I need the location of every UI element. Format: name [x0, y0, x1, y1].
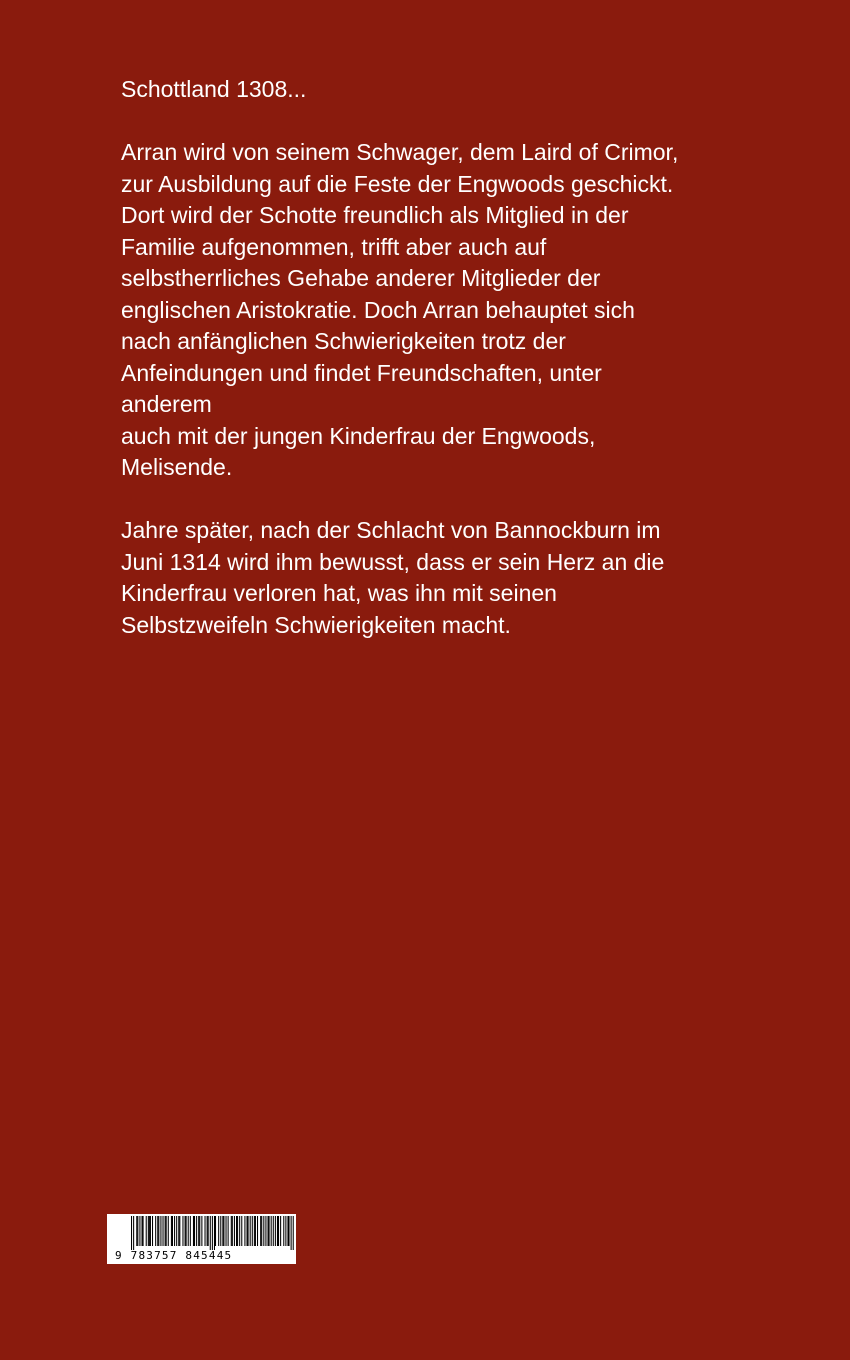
text-line: Selbstzweifeln Schwierigkeiten macht.	[121, 611, 511, 638]
text-line: Dort wird der Schotte freundlich als Mitglied in der	[121, 202, 629, 228]
barcode-bar	[194, 1216, 195, 1246]
text-line: Melisende.	[121, 454, 233, 480]
barcode-bar	[231, 1216, 232, 1246]
text-line: Familie aufgenommen, trifft aber auch auf	[121, 233, 547, 260]
barcode-bar	[165, 1216, 166, 1246]
barcode-bar	[287, 1216, 288, 1246]
barcode-bar	[275, 1216, 276, 1246]
text-line: nach anfänglichen Schwierigkeiten trotz der	[121, 328, 566, 354]
barcode-bar	[228, 1216, 229, 1246]
barcode-bar	[268, 1216, 269, 1246]
barcode-bar	[174, 1216, 175, 1246]
barcode-bar	[210, 1216, 211, 1250]
barcode-bar	[232, 1216, 233, 1246]
barcode-bar	[131, 1216, 132, 1250]
barcode-bar	[277, 1216, 278, 1246]
barcode-bar	[168, 1216, 169, 1246]
barcode-bar	[186, 1216, 187, 1246]
barcode-bar	[257, 1216, 258, 1246]
barcode-bar	[179, 1216, 180, 1246]
barcode-bar	[263, 1216, 264, 1246]
isbn-barcode	[107, 1214, 296, 1264]
text-line: Arran wird von seinem Schwager, dem Laird of Crimor,	[121, 139, 679, 165]
barcode-bar	[166, 1216, 167, 1246]
barcode-bar	[176, 1216, 177, 1246]
barcode-bar	[261, 1216, 262, 1246]
barcode-bar	[198, 1216, 199, 1246]
text-line: Jahre später, nach der Schlacht von Bannockburn im	[121, 517, 661, 543]
barcode-bar	[241, 1216, 242, 1246]
text-line: Juni 1314 wird ihm bewusst, dass er sein Herz an die	[121, 548, 665, 575]
barcode-bar	[226, 1216, 227, 1246]
barcode-bar	[247, 1216, 248, 1246]
barcode-bar	[222, 1216, 223, 1246]
barcode-bar	[149, 1216, 150, 1246]
barcode-bar	[283, 1216, 284, 1246]
barcode-bar	[289, 1216, 290, 1246]
barcode-bar	[142, 1216, 143, 1246]
barcode-bar	[248, 1216, 249, 1246]
barcode-bar	[152, 1216, 153, 1246]
text-line: selbstherrliches Gehabe anderer Mitglieder der	[121, 265, 601, 291]
barcode-bar	[271, 1216, 272, 1246]
barcode-icon	[107, 1214, 296, 1250]
blurb-heading	[121, 74, 761, 106]
barcode-bar	[139, 1216, 140, 1246]
barcode-bar	[199, 1216, 200, 1246]
barcode-bar	[291, 1216, 292, 1250]
barcode-bar	[236, 1216, 237, 1246]
barcode-bar	[190, 1216, 191, 1246]
barcode-bar	[143, 1216, 144, 1246]
barcode-bar	[260, 1216, 261, 1246]
barcode-bar	[285, 1216, 286, 1246]
barcode-bar	[244, 1216, 245, 1246]
barcode-bar	[237, 1216, 238, 1246]
barcode-bar	[158, 1216, 159, 1246]
barcode-bar	[150, 1216, 151, 1246]
barcode-bar	[207, 1216, 208, 1246]
barcode-bar	[223, 1216, 224, 1246]
barcode-bar	[133, 1216, 134, 1250]
barcode-bar	[137, 1216, 138, 1246]
blurb-paragraph-1	[121, 137, 761, 484]
barcode-bar	[273, 1216, 274, 1246]
barcode-bar	[218, 1216, 219, 1246]
text-line: Anfeindungen und findet Freundschaften, unter	[121, 359, 602, 386]
barcode-bar	[185, 1216, 186, 1246]
text-line: auch mit der jungen Kinderfrau der Engwoods,	[121, 422, 596, 449]
barcode-bar	[252, 1216, 253, 1246]
barcode-bar	[136, 1216, 137, 1246]
barcode-bar	[155, 1216, 156, 1246]
barcode-bar	[148, 1216, 149, 1246]
barcode-bar	[280, 1216, 281, 1246]
barcode-bar	[205, 1216, 206, 1246]
barcode-bar	[182, 1216, 183, 1246]
blurb-paragraph-2	[121, 515, 761, 641]
barcode-bar	[178, 1216, 179, 1246]
barcode-bar	[146, 1216, 147, 1246]
barcode-bar	[160, 1216, 161, 1246]
barcode-bar	[172, 1216, 173, 1246]
barcode-bar	[278, 1216, 279, 1246]
text-line: Kinderfrau verloren hat, was ihn mit seinen	[121, 580, 557, 606]
barcode-bar	[220, 1216, 221, 1246]
barcode-bar	[201, 1216, 202, 1246]
barcode-bar	[293, 1216, 294, 1250]
barcode-bar	[193, 1216, 194, 1246]
barcode-bar	[157, 1216, 158, 1246]
barcode-bar	[214, 1216, 215, 1250]
barcode-bar	[239, 1216, 240, 1246]
barcode-bar	[254, 1216, 255, 1246]
text-line: englischen Aristokratie. Doch Arran behauptet sich	[121, 296, 635, 323]
barcode-bar	[188, 1216, 189, 1246]
barcode-bar	[250, 1216, 251, 1246]
isbn-digits: 9 783757 845445	[115, 1249, 233, 1262]
blurb-text	[121, 74, 761, 673]
text-line: zur Ausbildung auf die Feste der Engwoods geschickt.	[121, 170, 674, 197]
barcode-bar	[208, 1216, 209, 1246]
barcode-bar	[163, 1216, 164, 1246]
barcode-bar	[234, 1216, 235, 1246]
text-line: anderem	[121, 391, 212, 417]
barcode-bar	[171, 1216, 172, 1246]
barcode-bar	[269, 1216, 270, 1246]
barcode-bar	[212, 1216, 213, 1250]
heading-line: Schottland 1308...	[121, 76, 307, 102]
barcode-bar	[265, 1216, 266, 1246]
barcode-bar	[215, 1216, 216, 1246]
barcode-bar	[196, 1216, 197, 1246]
barcode-bar	[255, 1216, 256, 1246]
